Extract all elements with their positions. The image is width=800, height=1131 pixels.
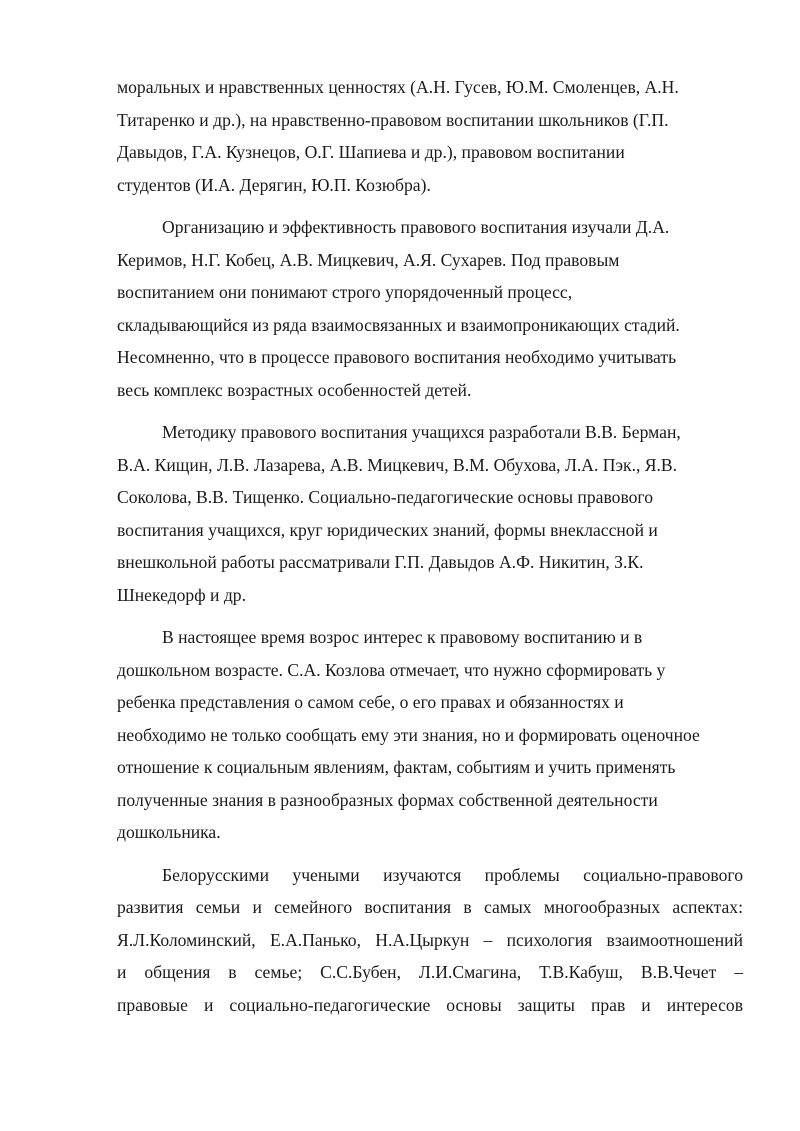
paragraph-line: дошкольном возрасте. С.А. Козлова отмечает, что нужно сформировать у — [117, 659, 666, 680]
paragraph-2 — [117, 211, 743, 406]
paragraph-3 — [117, 416, 743, 611]
paragraph-line: весь комплекс возрастных особенностей детей. — [117, 379, 472, 400]
paragraph-line: правовые и социально-педагогические основы защиты прав и интересов — [117, 994, 743, 1015]
paragraph-5 — [117, 859, 743, 1022]
paragraph-line: дошкольника. — [117, 822, 221, 842]
paragraph-line: Шнекедорф и др. — [117, 584, 246, 605]
paragraph-line: ребенка представления о самом себе, о его правах и обязанностях и — [117, 692, 624, 712]
paragraph-line: В настоящее время возрос интерес к правовому воспитанию и в — [162, 627, 643, 647]
paragraph-line: Давыдов, Г.А. Кузнецов, О.Г. Шапиева и др.), правовом воспитании — [117, 142, 625, 162]
paragraph-line: и общения в семье; С.С.Бубен, Л.И.Смагина, Т.В.Кабуш, В.В.Чечет – — [117, 962, 743, 982]
paragraph-line: воспитанием они понимают строго упорядоченный процесс, — [117, 282, 573, 302]
paragraph-line: внешкольной работы рассматривали Г.П. Давыдов А.Ф. Никитин, З.К. — [117, 552, 644, 572]
paragraph-line: Я.Л.Коломинский, Е.А.Панько, Н.А.Цыркун – психология взаимоотношений — [117, 929, 743, 950]
paragraph-line: студентов (И.А. Дерягин, Ю.П. Козюбра). — [117, 174, 431, 195]
paragraph-line: воспитания учащихся, круг юридических знаний, формы внеклассной и — [117, 519, 658, 540]
paragraph-line: Титаренко и др.), на нравственно-правовом воспитании школьников (Г.П. — [117, 109, 669, 130]
paragraph-line: необходимо не только сообщать ему эти знания, но и формировать оценочное — [117, 724, 700, 745]
paragraph-line: Белорусскими учеными изучаются проблемы социально-правового — [162, 864, 743, 885]
paragraph-1 — [117, 71, 743, 201]
paragraph-line: Методику правового воспитания учащихся разработали В.В. Берман, — [162, 422, 681, 442]
paragraph-line: Керимов, Н.Г. Кобец, А.В. Мицкевич, А.Я. Сухарев. Под правовым — [117, 249, 620, 270]
paragraph-line: отношение к социальным явлениям, фактам, событиям и учить применять — [117, 757, 676, 777]
paragraph-line: В.А. Кищин, Л.В. Лазарева, А.В. Мицкевич, В.М. Обухова, Л.А. Пэк., Я.В. — [117, 454, 678, 475]
paragraph-line: складывающийся из ряда взаимосвязанных и взаимопроникающих стадий. — [117, 314, 680, 335]
paragraph-4 — [117, 621, 743, 849]
paragraph-line: полученные знания в разнообразных формах собственной деятельности — [117, 789, 658, 810]
paragraph-line: моральных и нравственных ценностях (А.Н. Гусев, Ю.М. Смоленцев, А.Н. — [117, 77, 679, 97]
document-body — [117, 71, 743, 1021]
paragraph-line: Организацию и эффективность правового воспитания изучали Д.А. — [162, 217, 670, 237]
paragraph-line: развития семьи и семейного воспитания в самых многообразных аспектах: — [117, 897, 743, 917]
paragraph-line: Несомненно, что в процессе правового воспитания необходимо учитывать — [117, 347, 677, 367]
paragraph-line: Соколова, В.В. Тищенко. Социально-педагогические основы правового — [117, 487, 653, 507]
